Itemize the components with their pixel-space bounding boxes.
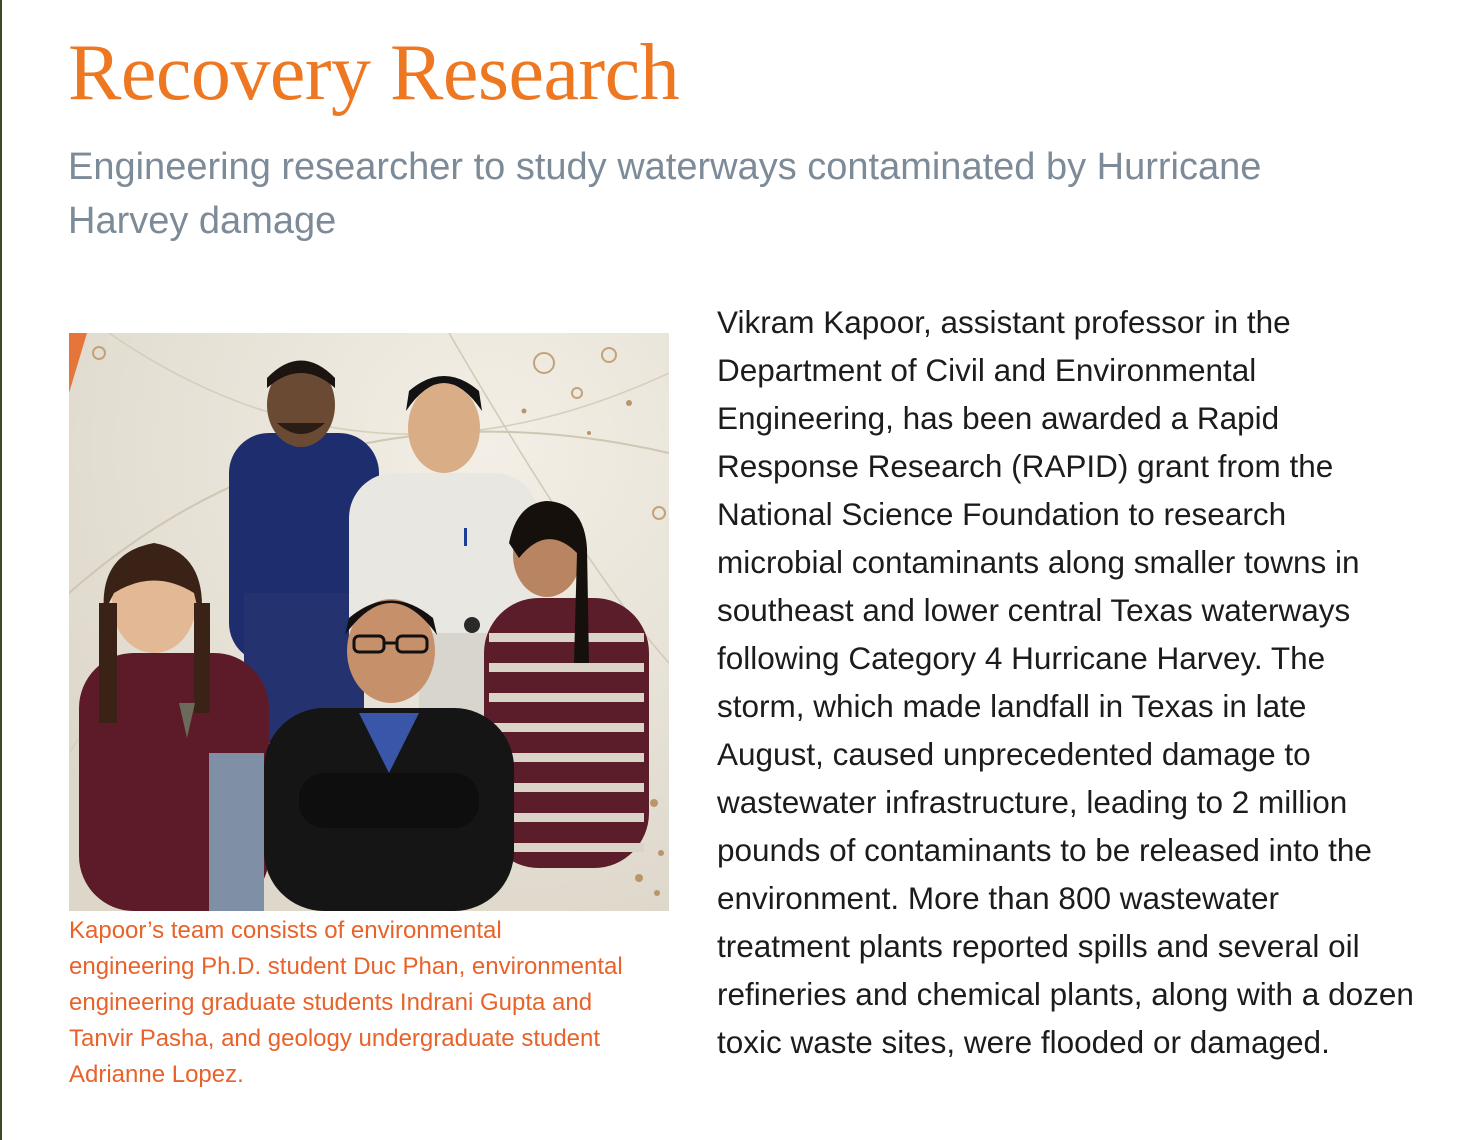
article-subtitle: Engineering researcher to study waterways contaminated by Hurricane Harvey damage [68, 146, 1262, 242]
article-body: Vikram Kapoor, assistant professor in the Department of Civil and Environmental Engineering, has been awarded a Rapid Response Research (RAPID) grant from the National Science Foundation to research microbial contaminants along smaller towns in southeast and lower central Texas waterways following Category 4 Hurricane Harvey. The storm, which made landfall in Texas in late August, caused unprecedented damage to wastewater infrastructure, leading to 2 million pounds of contaminants to be released into the environment. More than 800 wastewater treatment plants reported spills and several oil refineries and chemical plants, along with a dozen toxic waste sites, were flooded or damaged. [717, 304, 1414, 1060]
team-photo [69, 333, 669, 911]
article-title: Recovery Research [68, 29, 680, 117]
left-edge-rule [0, 0, 2, 1140]
photo-caption: Kapoor’s team consists of environmental engineering Ph.D. student Duc Phan, environmental engineering graduate students Indrani Gupta and Tanvir Pasha, and geology undergraduate student Adrianne Lopez. [69, 917, 623, 1088]
